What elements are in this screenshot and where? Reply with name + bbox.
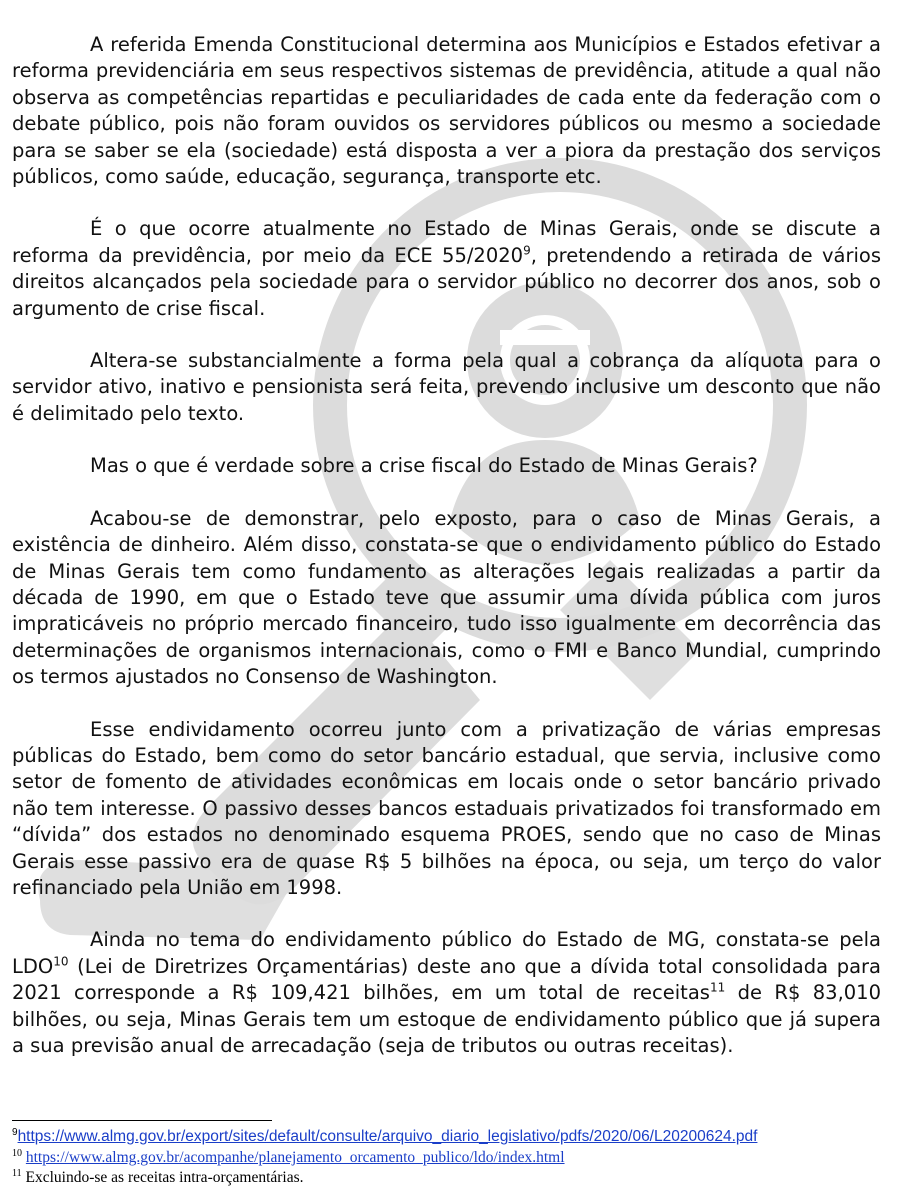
paragraph: Mas o que é verdade sobre a crise fiscal do Estado de Minas Gerais?: [90, 454, 758, 478]
paragraph: Altera-se substancialmente a forma pela qual a cobrança da alíquota para o servidor ativo, inativo e pensionista será feita, prevendo inclusive um desconto que não é delimitado pelo texto.: [12, 349, 881, 425]
footnote-11: [12, 1168, 892, 1188]
footnote-9: [12, 1126, 892, 1148]
footnote-separator: [12, 1120, 272, 1121]
document-body: [12, 32, 881, 1085]
paragraph: A referida Emenda Constitucional determina aos Municípios e Estados efetivar a reforma previdenciária em seus respectivos sistemas de previdência, atitude a qual não observa as competências repartidas e peculiaridades de cada ente da federação com o debate público, pois não foram ouvidos os servidores públicos ou mesmo a sociedade para se saber se ela (sociedade) está disposta a ver a piora da prestação dos serviços públicos, como saúde, educação, segurança, transporte etc.: [12, 33, 881, 189]
footnote-10: [12, 1148, 892, 1168]
footnote-number: 10: [12, 1147, 22, 1159]
paragraph: É o que ocorre atualmente no Estado de Minas Gerais, onde se discute a reforma da previdência, por meio da ECE 55/2020$^9$, pretendendo a retirada de vários direitos alcançados pela sociedade para o servidor público no decorrer dos anos, sob o argumento de crise fiscal.: [12, 217, 881, 320]
footnote-number: 11: [12, 1167, 22, 1179]
footnote-number: 9: [12, 1126, 18, 1138]
paragraph: Esse endividamento ocorreu junto com a privatização de várias empresas públicas do Estado, bem como do setor bancário estadual, que servia, inclusive como setor de fomento de atividades econômicas em locais onde o setor bancário privado não tem interesse. O passivo desses bancos estaduais privatizados foi transformado em “dívida” dos estados no denominado esquema PROES, sendo que no caso de Minas Gerais esse passivo era de quase R$ 5 bilhões na época, ou seja, um terço do valor refinanciado pela União em 1998.: [12, 717, 881, 899]
footnote-text: Excluindo-se as receitas intra-orçamentárias.: [25, 1169, 304, 1186]
footnote-link[interactable]: https://www.almg.gov.br/acompanhe/planejamento_orcamento_publico/ldo/index.html: [25, 1149, 565, 1166]
paragraph: Acabou-se de demonstrar, pelo exposto, para o caso de Minas Gerais, a existência de dinheiro. Além disso, constata-se que o endividamento público do Estado de Minas Gerais tem como fundamento as alterações legais realizadas a partir da década de 1990, em que o Estado teve que assumir uma dívida pública com juros impraticáveis no próprio mercado financeiro, tudo isso igualmente em decorrência das determinações de organismos internacionais, como o FMI e Banco Mundial, cumprindo os termos ajustados no Consenso de Washington.: [12, 506, 881, 689]
footnote-reference: 9: [523, 243, 531, 258]
footnote-reference: 10: [53, 954, 69, 969]
footnote-link[interactable]: https://www.almg.gov.br/export/sites/default/consulte/arquivo_diario_legislativo/pdfs/2020/06/L20200624.pdf: [17, 1128, 758, 1145]
paragraph: Ainda no tema do endividamento público do Estado de MG, constata-se pela LDO$^{10}$ (Lei de Diretrizes Orçamentárias) deste ano que a dívida total consolidada para 2021 corresponde a R$ 109,421 bilhões, em um total de receitas$^{11}$ de R$ 83,010 bilhões, ou seja, Minas Gerais tem um estoque de endividamento público que já supera a sua previsão anual de arrecadação (seja de tributos ou outras receitas).: [12, 928, 881, 1057]
footnotes: [12, 1126, 892, 1188]
footnote-reference: 11: [709, 980, 726, 995]
